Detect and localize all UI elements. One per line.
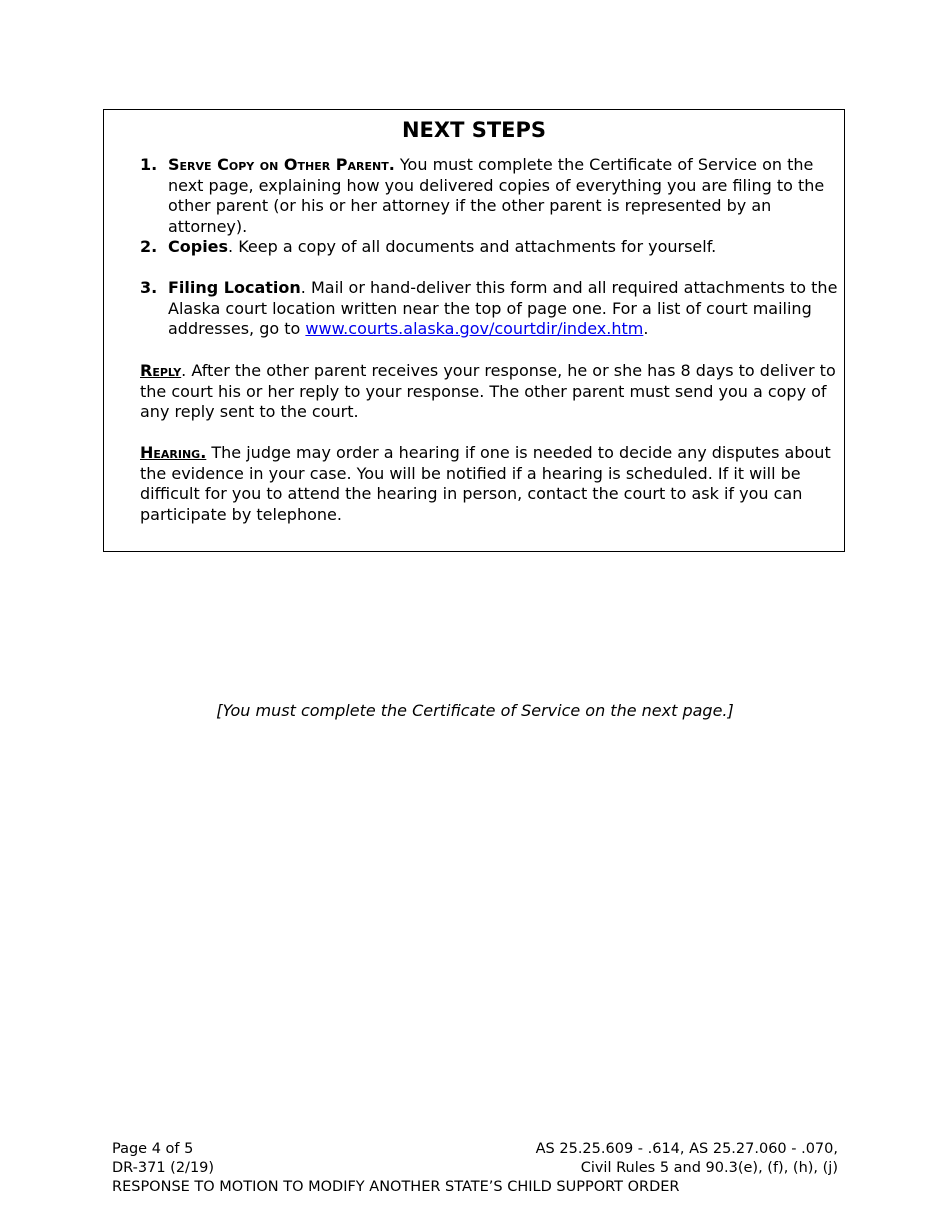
step-label: Filing Location — [168, 278, 301, 297]
step-number: 2. — [140, 237, 158, 256]
page-number: Page 4 of 5 — [112, 1141, 194, 1157]
step-copies — [140, 237, 840, 258]
step-text: . Mail or hand-deliver this form and all required attachments to the Alaska court location written near the top of page one. For a list of court mailing addresses, go to — [168, 278, 838, 338]
step-text: You must complete the Certificate of Service on the next page, explaining how you delivered copies of everything you are filing to the other parent (or his or her attorney if the other parent is represented by an attorney). — [168, 155, 825, 236]
court-directory-link[interactable]: www.courts.alaska.gov/courtdir/index.htm — [305, 319, 644, 338]
form-number: DR-371 (2/19) — [112, 1160, 215, 1176]
hearing-label: Hearing. — [140, 443, 207, 462]
next-steps-box — [103, 109, 845, 552]
reply-label: Reply — [140, 361, 182, 380]
step-number: 1. — [140, 155, 158, 174]
step-label: Copies — [168, 237, 229, 256]
step-text-end: . — [643, 319, 649, 338]
section-title: NEXT STEPS — [401, 118, 547, 142]
rules-reference: Civil Rules 5 and 90.3(e), (f), (h), (j) — [580, 1160, 838, 1176]
certificate-note: [You must complete the Certificate of Service on the next page.] — [216, 701, 734, 720]
step-number: 3. — [140, 278, 158, 297]
footer-left — [112, 1140, 214, 1178]
footer-right — [536, 1140, 838, 1178]
reply-paragraph — [140, 361, 840, 423]
statute-reference: AS 25.25.609 - .614, AS 25.27.060 - .070, — [535, 1141, 838, 1157]
hearing-text: The judge may order a hearing if one is needed to decide any disputes about the evidence in your case. You will be notified if a hearing is scheduled. If it will be difficult for you to attend the hearing in person, contact the court to ask if you can participate by telephone. — [140, 443, 831, 524]
step-text: . Keep a copy of all documents and attachments for yourself. — [228, 237, 717, 256]
reply-text: . After the other parent receives your response, he or she has 8 days to deliver to the court his or her reply to your response. The other parent must send you a copy of any reply sent to the court. — [140, 361, 836, 421]
step-filing-location — [140, 278, 840, 340]
step-serve-copy — [140, 155, 840, 237]
step-label: Serve Copy on Other Parent. — [168, 155, 395, 174]
form-title: RESPONSE TO MOTION TO MODIFY ANOTHER STATE’S CHILD SUPPORT ORDER — [112, 1179, 680, 1195]
hearing-paragraph — [140, 443, 840, 525]
